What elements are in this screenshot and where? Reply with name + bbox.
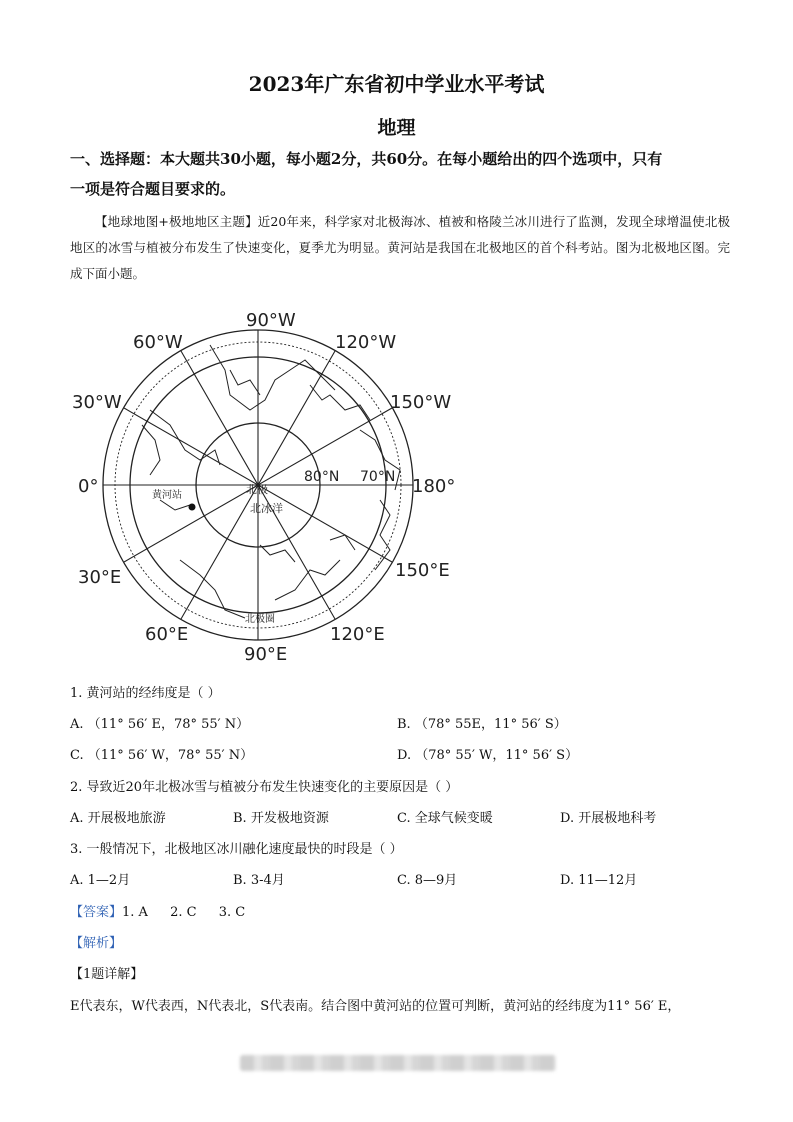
label-0: 0° bbox=[78, 476, 99, 497]
label-150w: 150°W bbox=[390, 392, 452, 413]
label-150e: 150°E bbox=[395, 560, 450, 581]
answer-item: 2. C bbox=[170, 905, 197, 920]
label-station: 黄河站 bbox=[152, 490, 182, 501]
q1-option-b: B. （78° 55E，11° 56′ S） bbox=[397, 717, 567, 732]
intro-paragraph: 【地球地图+极地地区主题】近20年来，科学家对北极海冰、植被和格陵兰冰川进行了监测，发现全球增温使北极地区的冰雪与植被分布发生了快速变化，夏季尤为明显。黄河站是我国在北极地区的首个科考站。图为北极地区图。完成下面小题。 bbox=[70, 214, 730, 281]
label-80n: 80°N bbox=[304, 469, 340, 485]
q2-option-d: D. 开展极地科考 bbox=[560, 811, 657, 826]
arctic-map bbox=[60, 300, 460, 670]
label-60w: 60°W bbox=[133, 332, 183, 353]
label-arctic-circle: 北极圈 bbox=[245, 614, 275, 625]
answer-item: 3. C bbox=[218, 905, 246, 920]
watermark-blur bbox=[240, 1055, 556, 1071]
station-dot bbox=[189, 504, 196, 511]
label-north-pole: 北极 bbox=[246, 483, 268, 496]
label-30w: 30°W bbox=[72, 392, 122, 413]
analysis-text: E代表东，W代表西，N代表北，S代表南。结合图中黄河站的位置可判断，黄河站的经纬度为11° 56′ E， bbox=[70, 999, 681, 1014]
detail-label: 【1题详解】 bbox=[70, 967, 144, 982]
answer-label: 【答案】 bbox=[70, 905, 123, 920]
label-70n: 70°N bbox=[360, 469, 396, 485]
answer-item: 1. A bbox=[122, 905, 148, 920]
label-60e: 60°E bbox=[145, 624, 189, 645]
q3-option-a: A. 1—2月 bbox=[70, 873, 131, 888]
q1-option-a: A. （11° 56′ E，78° 55′ N） bbox=[70, 717, 250, 732]
q2-option-a: A. 开展极地旅游 bbox=[70, 811, 166, 826]
q1-option-d: D. （78° 55′ W，11° 56′ S） bbox=[397, 748, 579, 763]
q3-option-d: D. 11—12月 bbox=[560, 873, 638, 888]
q1-option-c: C. （11° 56′ W，78° 55′ N） bbox=[70, 748, 254, 763]
label-120w: 120°W bbox=[335, 332, 397, 353]
label-180: 180° bbox=[412, 476, 456, 497]
label-arctic-ocean: 北冰洋 bbox=[250, 502, 283, 515]
question-1-stem: 1. 黄河站的经纬度是（ ） bbox=[70, 686, 221, 701]
q3-option-c: C. 8—9月 bbox=[397, 873, 458, 888]
question-2-stem: 2. 导致近20年北极冰雪与植被分布发生快速变化的主要原因是（ ） bbox=[70, 780, 459, 795]
answer-row bbox=[70, 901, 245, 920]
label-30e: 30°E bbox=[78, 567, 122, 588]
section-heading-line2: 一项是符合题目要求的。 bbox=[70, 180, 236, 198]
q2-option-b: B. 开发极地资源 bbox=[233, 811, 329, 826]
section-heading-line1: 一、选择题：本大题共30小题，每小题2分，共60分。在每小题给出的四个选项中，只有 bbox=[70, 150, 663, 168]
question-3-stem: 3. 一般情况下，北极地区冰川融化速度最快的时段是（ ） bbox=[70, 842, 403, 857]
q2-option-c: C. 全球气候变暖 bbox=[397, 811, 493, 826]
analysis-label: 【解析】 bbox=[70, 936, 123, 951]
exam-title: 2023年广东省初中学业水平考试 bbox=[248, 72, 545, 96]
label-90e: 90°E bbox=[244, 644, 288, 665]
label-120e: 120°E bbox=[330, 624, 385, 645]
q3-option-b: B. 3-4月 bbox=[233, 873, 285, 888]
subject-title: 地理 bbox=[377, 117, 416, 139]
label-90w: 90°W bbox=[246, 310, 296, 331]
